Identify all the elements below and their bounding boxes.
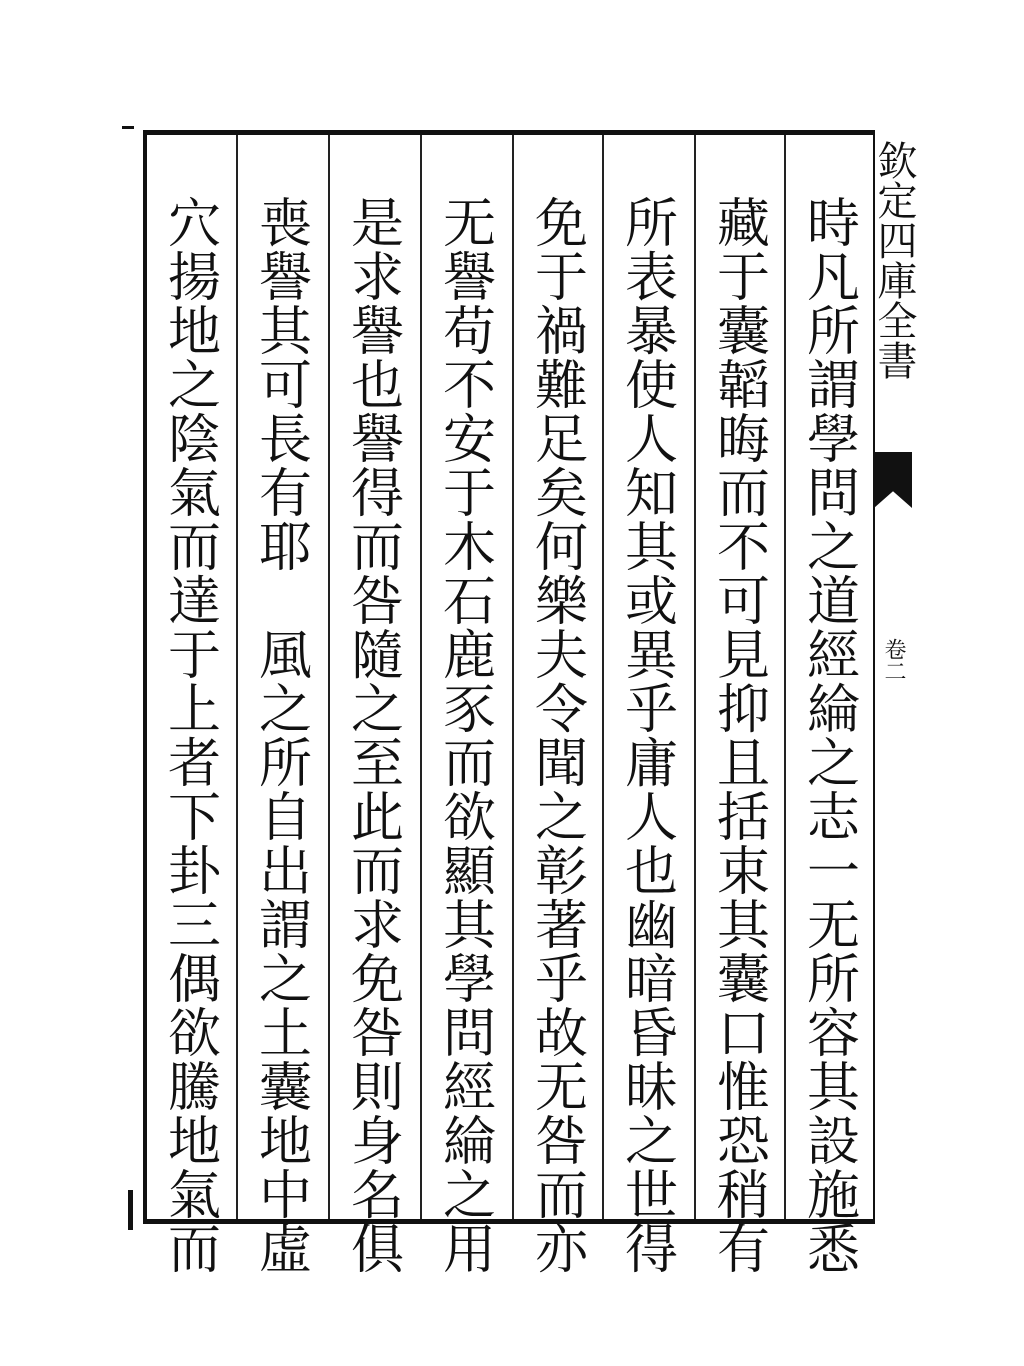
- column-text: 喪譽其可長有耶 風之所自出謂之土囊地中虛: [250, 195, 312, 1275]
- text-column-5: [422, 195, 508, 1275]
- column-text: 免于禍難足矣何樂夫令聞之彰著乎故无咎而亦: [526, 195, 588, 1275]
- column-text: 時凡所謂學問之道經綸之志一无所容其設施悉: [798, 195, 860, 1275]
- text-column-4: [514, 195, 600, 1275]
- scan-speck: [128, 1190, 133, 1230]
- text-column-7: [238, 195, 324, 1275]
- text-column-1: [786, 195, 872, 1275]
- book-title: 欽定四庫全書: [871, 140, 917, 380]
- column-text: 所表暴使人知其或異乎庸人也幽暗昏昧之世得: [616, 195, 678, 1275]
- column-text: 藏于囊韜晦而不可見抑且括束其囊口惟恐稍有: [708, 195, 770, 1275]
- column-text: 穴揚地之陰氣而達于上者下卦三偶欲騰地氣而: [159, 195, 221, 1275]
- column-text: 无譽苟不安于木石鹿豕而欲顯其學問經綸之用: [434, 195, 496, 1275]
- column-text: 是求譽也譽得而咎隨之至此而求免咎則身名俱: [342, 195, 404, 1275]
- scan-speck: [122, 126, 134, 129]
- text-column-2: [696, 195, 782, 1275]
- volume-label: 卷二: [881, 638, 906, 682]
- text-column-8: [147, 195, 233, 1275]
- text-column-6: [330, 195, 416, 1275]
- text-column-3: [604, 195, 690, 1275]
